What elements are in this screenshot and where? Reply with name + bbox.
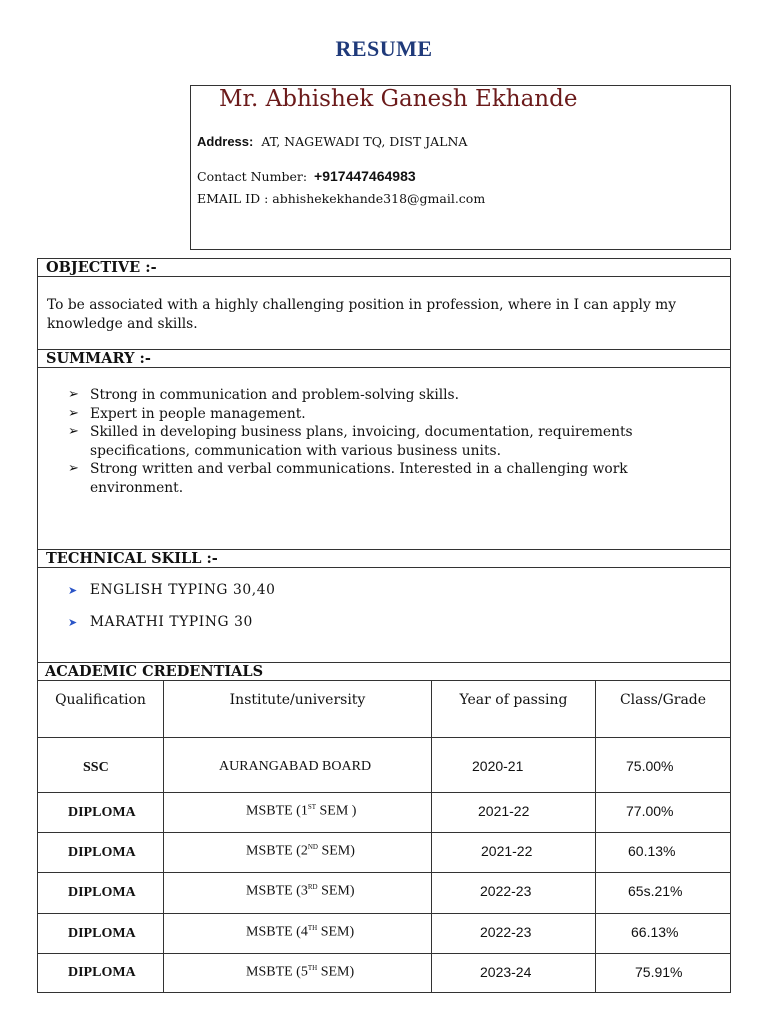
academic-heading: ACADEMIC CREDENTIALS <box>37 662 731 681</box>
address-value: AT, NAGEWADI TQ, DIST JALNA <box>261 134 468 149</box>
summary-item: ➢ Expert in people management. <box>68 405 306 422</box>
arrow-bullet-icon: ➢ <box>68 387 79 402</box>
technical-skill-heading: TECHNICAL SKILL :- <box>37 549 731 568</box>
institute-cell: MSBTE (3RD SEM) <box>164 873 432 914</box>
year-cell: 2021-22 <box>432 793 596 833</box>
table-row <box>38 833 731 873</box>
blue-arrow-bullet-icon: ➤ <box>68 584 78 597</box>
column-header: Year of passing <box>432 681 596 738</box>
qualification-cell: DIPLOMA <box>38 914 164 954</box>
year-cell: 2022-23 <box>432 873 596 914</box>
candidate-name: Mr. Abhishek Ganesh Ekhande <box>219 86 578 112</box>
contact-line <box>197 168 416 184</box>
grade-cell: 77.00% <box>596 793 731 833</box>
summary-item: ➢ Strong written and verbal communications. Interested in a challenging work environment. <box>68 461 628 496</box>
institute-cell: AURANGABAD BOARD <box>164 738 432 793</box>
objective-line-2: knowledge and skills. <box>47 316 198 332</box>
arrow-bullet-icon: ➢ <box>68 424 79 439</box>
address-label: Address: <box>197 134 254 149</box>
summary-heading: SUMMARY :- <box>37 349 731 368</box>
technical-skill-box <box>37 567 731 663</box>
column-header: Institute/university <box>164 681 432 738</box>
summary-item: ➢ Strong in communication and problem-solving skills. <box>68 387 460 403</box>
institute-cell: MSBTE (2ND SEM) <box>164 833 432 873</box>
institute-cell: MSBTE (4TH SEM) <box>164 914 432 954</box>
qualification-cell: DIPLOMA <box>38 954 164 993</box>
contact-number: +917447464983 <box>314 168 416 184</box>
qualification-cell: SSC <box>38 738 164 793</box>
table-header-row <box>38 681 731 738</box>
email-line <box>197 191 485 206</box>
table-row <box>38 873 731 914</box>
contact-header-box <box>190 85 731 250</box>
column-header: Class/Grade <box>596 681 731 738</box>
qualification-cell: DIPLOMA <box>38 793 164 833</box>
grade-cell: 65s.21% <box>596 873 731 914</box>
institute-cell: MSBTE (5TH SEM) <box>164 954 432 993</box>
grade-cell: 66.13% <box>596 914 731 954</box>
year-cell: 2022-23 <box>432 914 596 954</box>
grade-cell: 75.91% <box>596 954 731 993</box>
objective-line-1: To be associated with a highly challenging position in profession, where in I can apply my <box>47 297 677 313</box>
qualification-cell: DIPLOMA <box>38 873 164 914</box>
address-line <box>197 134 467 149</box>
grade-cell: 75.00% <box>596 738 731 793</box>
skill-item: ➤ MARATHI TYPING 30 <box>68 614 253 630</box>
objective-box <box>37 276 731 350</box>
table-row <box>38 954 731 993</box>
arrow-bullet-icon: ➢ <box>68 461 79 476</box>
qualification-cell: DIPLOMA <box>38 833 164 873</box>
academic-credentials-table <box>37 680 731 993</box>
year-cell: 2023-24 <box>432 954 596 993</box>
summary-list <box>68 386 668 497</box>
year-cell: 2020-21 <box>432 738 596 793</box>
grade-cell: 60.13% <box>596 833 731 873</box>
arrow-bullet-icon: ➢ <box>68 405 79 421</box>
skill-item: ➤ ENGLISH TYPING 30,40 <box>68 582 276 598</box>
institute-cell: MSBTE (1ST SEM ) <box>164 793 432 833</box>
summary-item: ➢ Skilled in developing business plans, invoicing, documentation, requirements specifications, communication with various business units. <box>68 424 633 459</box>
table-row <box>38 738 731 793</box>
summary-box <box>37 367 731 550</box>
year-cell: 2021-22 <box>432 833 596 873</box>
blue-arrow-bullet-icon: ➤ <box>68 616 78 629</box>
contact-label: Contact Number: <box>197 169 308 184</box>
column-header: Qualification <box>38 681 164 738</box>
table-row <box>38 793 731 833</box>
email-label: EMAIL ID : <box>197 191 269 206</box>
email-value: abhishekekhande318@gmail.com <box>272 191 486 206</box>
document-title: RESUME <box>335 36 433 61</box>
objective-heading: OBJECTIVE :- <box>37 258 731 277</box>
table-row <box>38 914 731 954</box>
